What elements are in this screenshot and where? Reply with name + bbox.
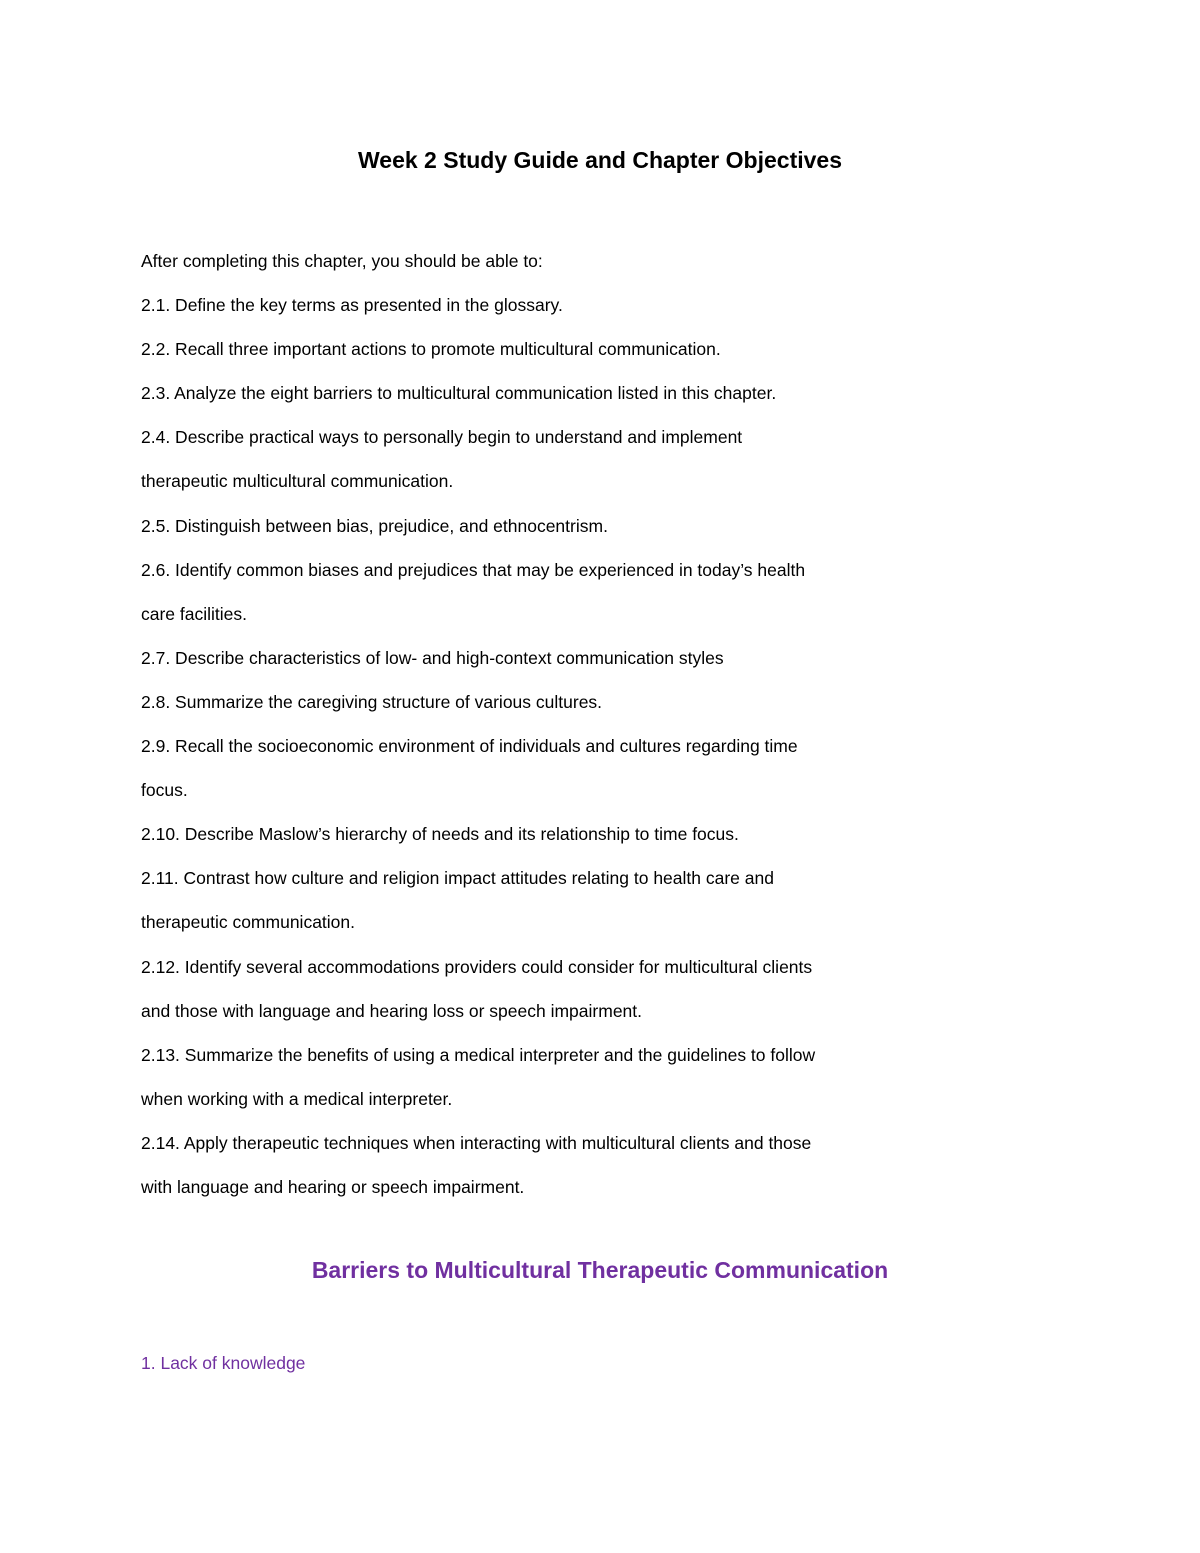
objective-line: 2.14. Apply therapeutic techniques when interacting with multicultural clients and those bbox=[141, 1132, 812, 1153]
objective-line: 2.4. Describe practical ways to personally begin to understand and implement bbox=[141, 427, 743, 448]
objective-line: 2.1. Define the key terms as presented in the glossary. bbox=[141, 295, 563, 316]
objective-line: 2.7. Describe characteristics of low- and high-context communication styles bbox=[141, 647, 724, 668]
document-title: Week 2 Study Guide and Chapter Objectives bbox=[358, 147, 842, 173]
objective-line-continued: therapeutic multicultural communication. bbox=[141, 471, 454, 492]
objective-line-continued: and those with language and hearing loss or speech impairment. bbox=[141, 1000, 643, 1021]
objective-line: 2.6. Identify common biases and prejudices that may be experienced in today’s health bbox=[141, 559, 806, 580]
objective-line: 2.3. Analyze the eight barriers to multicultural communication listed in this chapter. bbox=[141, 383, 777, 404]
objective-line-continued: focus. bbox=[141, 780, 188, 801]
objective-line-continued: with language and hearing or speech impairment. bbox=[141, 1176, 525, 1197]
barriers-heading: Barriers to Multicultural Therapeutic Communication bbox=[311, 1257, 889, 1283]
barrier-list-item: 1. Lack of knowledge bbox=[141, 1353, 306, 1373]
objectives-intro: After completing this chapter, you should be able to: bbox=[141, 251, 543, 271]
objective-line: 2.10. Describe Maslow’s hierarchy of needs and its relationship to time focus. bbox=[141, 824, 739, 845]
objective-line: 2.5. Distinguish between bias, prejudice, and ethnocentrism. bbox=[141, 515, 608, 536]
objective-line: 2.13. Summarize the benefits of using a medical interpreter and the guidelines to follow bbox=[141, 1044, 816, 1065]
objectives-section bbox=[141, 239, 941, 1209]
objective-line: 2.12. Identify several accommodations providers could consider for multicultural clients bbox=[141, 956, 813, 977]
objective-line-continued: therapeutic communication. bbox=[141, 912, 355, 933]
objective-line: 2.2. Recall three important actions to promote multicultural communication. bbox=[141, 339, 721, 360]
objective-line-continued: care facilities. bbox=[141, 603, 248, 624]
objective-line: 2.11. Contrast how culture and religion impact attitudes relating to health care and bbox=[141, 868, 774, 889]
objective-line-continued: when working with a medical interpreter. bbox=[141, 1088, 453, 1109]
objective-line: 2.8. Summarize the caregiving structure of various cultures. bbox=[141, 691, 603, 712]
objective-line: 2.9. Recall the socioeconomic environment of individuals and cultures regarding time bbox=[141, 736, 798, 757]
